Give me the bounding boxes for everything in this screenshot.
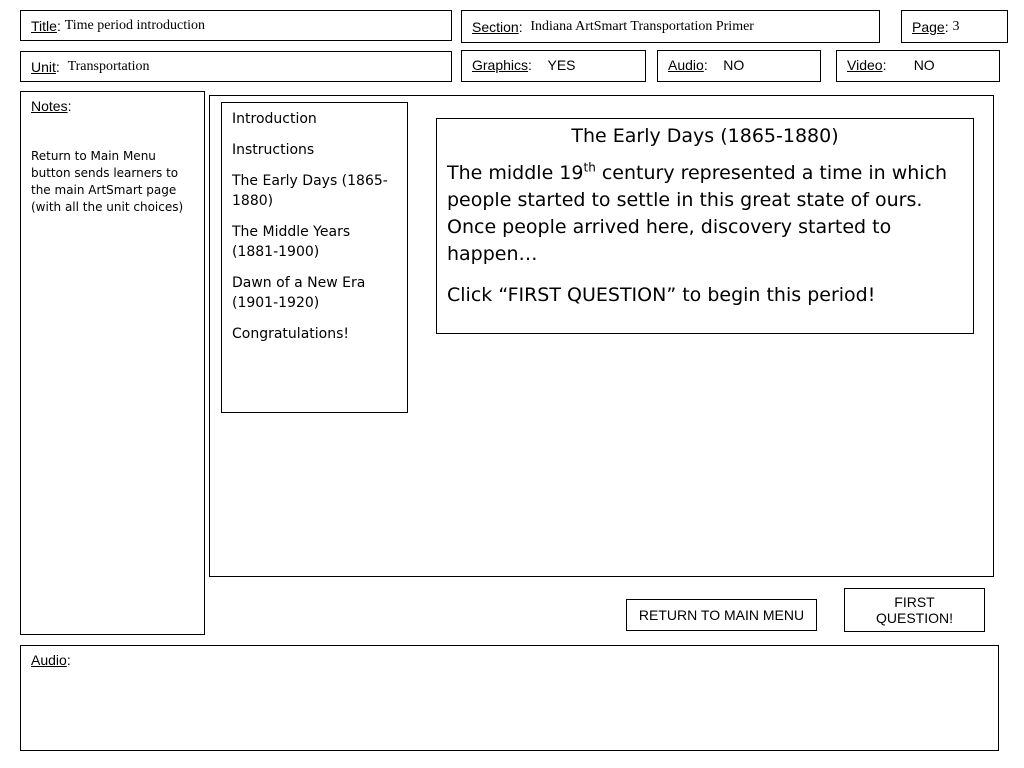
graphics-label: Graphics	[472, 57, 529, 73]
menu-item-introduction[interactable]: Introduction	[232, 111, 317, 127]
notes-label: Notes	[31, 98, 68, 114]
graphics-field: Graphics : YES	[461, 50, 646, 82]
menu-item-new-era[interactable]: Dawn of a New Era (1901-1920)	[232, 275, 366, 311]
content-panel	[436, 118, 974, 334]
notes-panel: Notes: Return to Main Menu button sends learners to the main ArtSmart page (with all the unit choices)	[20, 91, 205, 635]
section-field: Section : Indiana ArtSmart Transportation Primer	[461, 10, 880, 43]
audio-panel-label: Audio	[31, 652, 67, 668]
graphics-value: YES	[547, 57, 576, 73]
title-label: Title	[31, 17, 57, 34]
unit-field: Unit : Transportation	[20, 51, 452, 82]
content-title: The Early Days (1865-1880)	[571, 125, 839, 147]
title-field: Title : Time period introduction	[20, 10, 452, 41]
unit-value: Transportation	[67, 58, 150, 74]
notes-text: Return to Main Menu button sends learners to the main ArtSmart page (with all the unit choices)	[31, 149, 184, 214]
video-field: Video : NO	[836, 50, 1000, 82]
first-question-button[interactable]: FIRST QUESTION!	[844, 588, 985, 632]
page-value: 3	[952, 18, 960, 34]
audio-panel: Audio:	[20, 645, 999, 751]
page-field: Page : 3	[901, 10, 1008, 43]
menu-item-congratulations[interactable]: Congratulations!	[232, 326, 349, 342]
menu-item-early-days[interactable]: The Early Days (1865-1880)	[232, 173, 388, 209]
return-to-main-menu-button[interactable]: RETURN TO MAIN MENU	[626, 599, 817, 631]
page-label: Page	[912, 18, 945, 35]
menu-item-instructions[interactable]: Instructions	[232, 142, 315, 158]
section-label: Section	[472, 18, 519, 35]
content-paragraph-1: The middle 19th century represented a time in which people started to settle in this great state of ours. Once people arrived here, discovery started to happen…	[447, 160, 948, 265]
audio-value: NO	[723, 57, 745, 73]
content-paragraph-2: Click “FIRST QUESTION” to begin this period!	[447, 284, 876, 306]
title-value: Time period introduction	[64, 17, 205, 33]
video-label: Video	[847, 57, 883, 73]
navigation-menu	[221, 102, 408, 413]
section-value: Indiana ArtSmart Transportation Primer	[530, 18, 754, 34]
audio-label: Audio	[668, 57, 704, 73]
audio-field: Audio : NO	[657, 50, 821, 82]
video-value: NO	[913, 57, 935, 73]
menu-item-middle-years[interactable]: The Middle Years (1881-1900)	[232, 224, 351, 260]
unit-label: Unit	[31, 58, 56, 75]
